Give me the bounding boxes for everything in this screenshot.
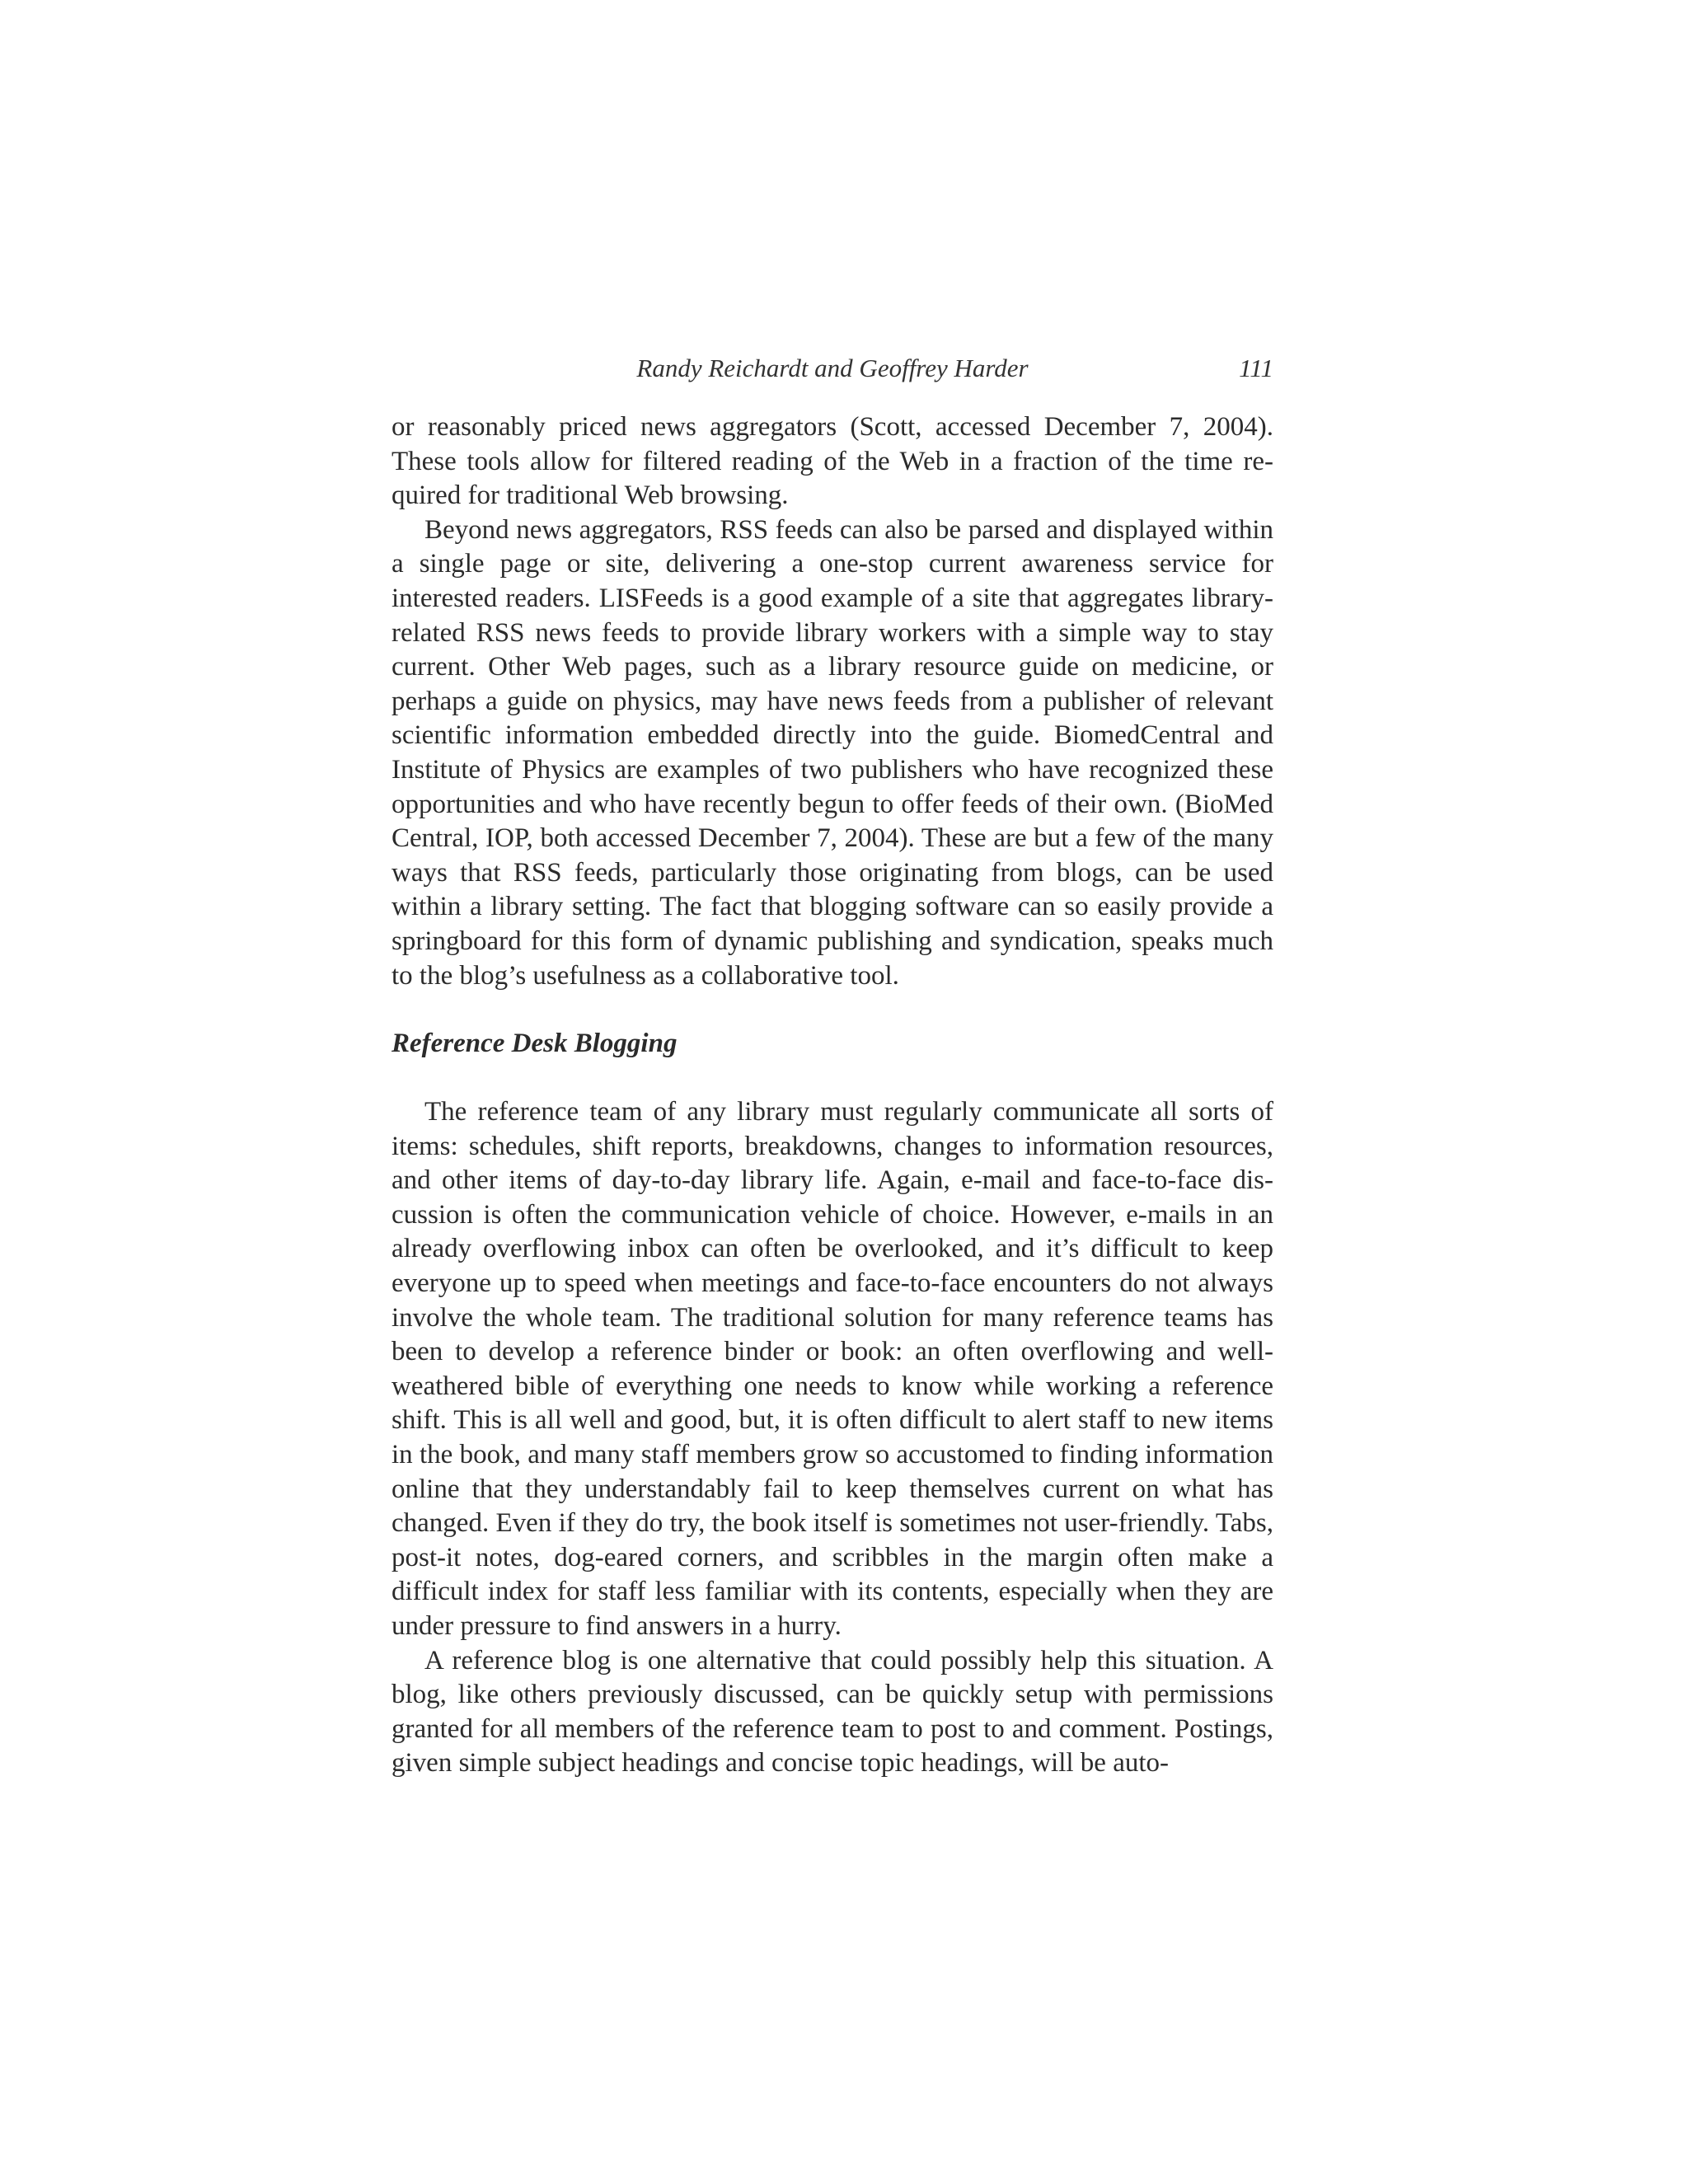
- body-text: [392, 410, 1273, 1781]
- paragraph-reference-blog: A reference blog is one alternative that could possibly help this situation. A blog, like others previously discussed, can be quickly setup with permissions granted for all members of the reference team to post to and comment. Postings, given simple subject headings and concise topic headings, will be auto-: [392, 1645, 1273, 1779]
- running-head-authors: Randy Reichardt and Geoffrey Harder: [636, 354, 1029, 382]
- paragraph-rss-feeds: Beyond news aggregators, RSS feeds can also be parsed and displayed within a single page or site, delivering a one-stop current awareness service for interested readers. LISFeeds is a good example of a site that aggregates library-related RSS news feeds to provide library workers with a simple way to stay current. Other Web pages, such as a library resource guide on medicine, or perhaps a guide on physics, may have news feeds from a publisher of relevant scientific information embedded directly into the guide. BiomedCentral and Institute of Physics are examples of two publishers who have recognized these opportunities and who have recently begun to offer feeds of their own. (BioMed Central, IOP, both accessed December 7, 2004). These are but a few of the many ways that RSS feeds, particularly those originating from blogs, can be used within a library setting. The fact that blogging software can so easily provide a springboard for this form of dynamic publishing and syndication, speaks much to the blog’s usefulness as a collaborative tool.: [392, 514, 1273, 991]
- paragraph-reference-team: The reference team of any library must regularly communicate all sorts of items: schedules, shift reports, breakdowns, changes to information resources, and other items of day-to-day library life. Again, e-mail and face-to-face discussion is often the communication vehicle of choice. However, e-mails in an already overflowing inbox can often be overlooked, and it’s difficult to keep everyone up to speed when meetings and face-to-face encounters do not always involve the whole team. The traditional solution for many reference teams has been to develop a reference binder or book: an often overflowing and well-weathered bible of everything one needs to know while working a reference shift. This is all well and good, but, it is often difficult to alert staff to new items in the book, and many staff members grow so accustomed to finding information online that they understandably fail to keep themselves current on what has changed. Even if they do try, the book itself is sometimes not user-friendly. Tabs, post-it notes, dog-eared corners, and scribbles in the margin often make a difficult index for staff less familiar with its contents, especially when they are under pressure to find answers in a hurry.: [392, 1097, 1273, 1641]
- paragraph-continued: or reasonably priced news aggregators (Scott, accessed December 7, 2004). These tools allow for filtered reading of the Web in a fraction of the time required for traditional Web browsing.: [392, 412, 1273, 511]
- running-head: [392, 349, 1273, 387]
- page-number: 111: [1239, 354, 1273, 382]
- section-heading: Reference Desk Blogging: [392, 1029, 678, 1059]
